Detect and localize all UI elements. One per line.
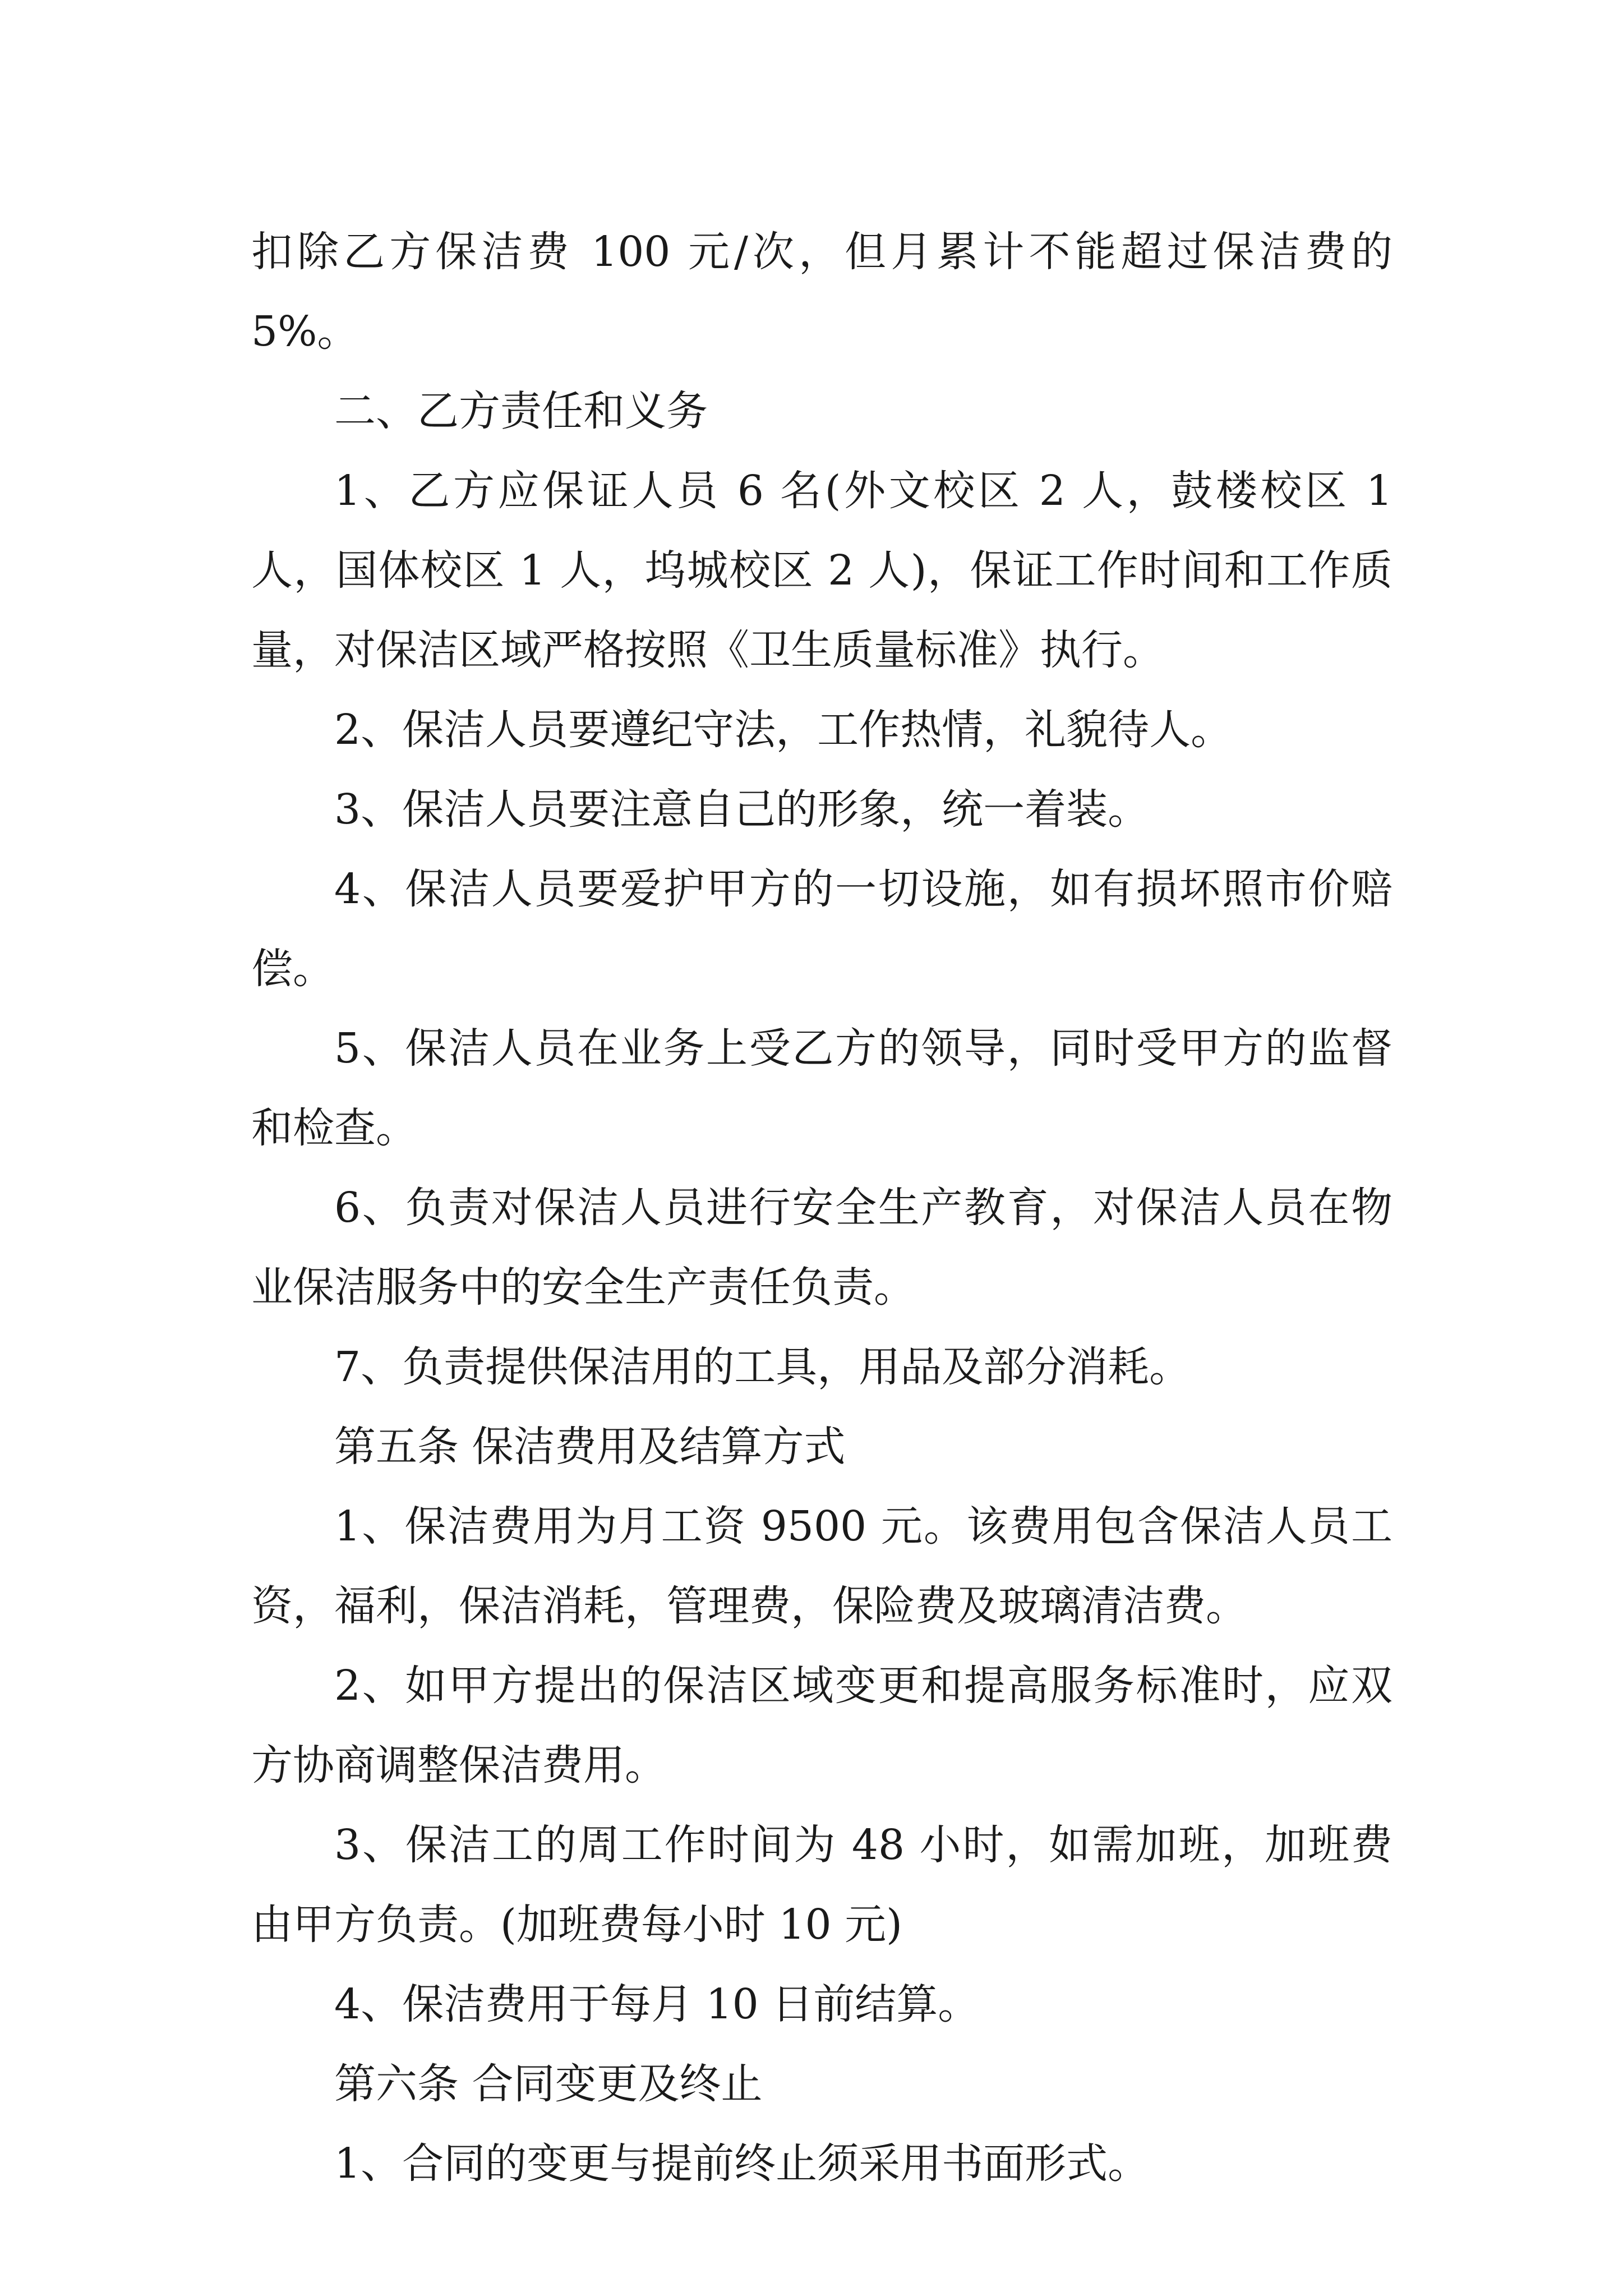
- paragraph: 5、保洁人员在业务上受乙方的领导，同时受甲方的监督和检查。: [251, 1024, 1393, 1152]
- paragraph: 1、乙方应保证人员 6 名(外文校区 2 人，鼓楼校区 1 人，国体校区 1 人，坞城校区 2 人)，保证工作时间和工作质量，对保洁区域严格按照《卫生质量标准》执行。: [251, 467, 1393, 674]
- article-heading: 第五条 保洁费用及结算方式: [334, 1423, 846, 1471]
- paragraph: 3、保洁工的周工作时间为 48 小时，如需加班，加班费由甲方负责。(加班费每小时 10 元): [251, 1821, 1393, 1949]
- paragraph: 2、如甲方提出的保洁区域变更和提高服务标准时，应双方协商调整保洁费用。: [251, 1662, 1393, 1789]
- paragraph: 6、负责对保洁人员进行安全生产教育，对保洁人员在物业保洁服务中的安全生产责任负责。: [251, 1184, 1393, 1312]
- section-heading: 二、乙方责任和义务: [334, 387, 708, 435]
- paragraph: 1、保洁费用为月工资 9500 元。该费用包含保洁人员工资，福利，保洁消耗，管理费，保险费及玻璃清洁费。: [251, 1502, 1393, 1630]
- paragraph: 扣除乙方保洁费 100 元/次，但月累计不能超过保洁费的 5%。: [251, 228, 1393, 356]
- paragraph: 4、保洁人员要爱护甲方的一切设施，如有损坏照市价赔偿。: [251, 865, 1393, 993]
- paragraph: 3、保洁人员要注意自己的形象，统一着装。: [334, 785, 1150, 834]
- paragraph: 7、负责提供保洁用的工具，用品及部分消耗。: [334, 1343, 1191, 1391]
- paragraph: 4、保洁费用于每月 10 日前结算。: [334, 1980, 980, 2028]
- document-body: [251, 212, 1393, 2203]
- paragraph: 2、保洁人员要遵纪守法，工作热情，礼貌待人。: [334, 706, 1233, 754]
- paragraph: 1、合同的变更与提前终止须采用书面形式。: [334, 2139, 1150, 2188]
- article-heading: 第六条 合同变更及终止: [334, 2060, 763, 2108]
